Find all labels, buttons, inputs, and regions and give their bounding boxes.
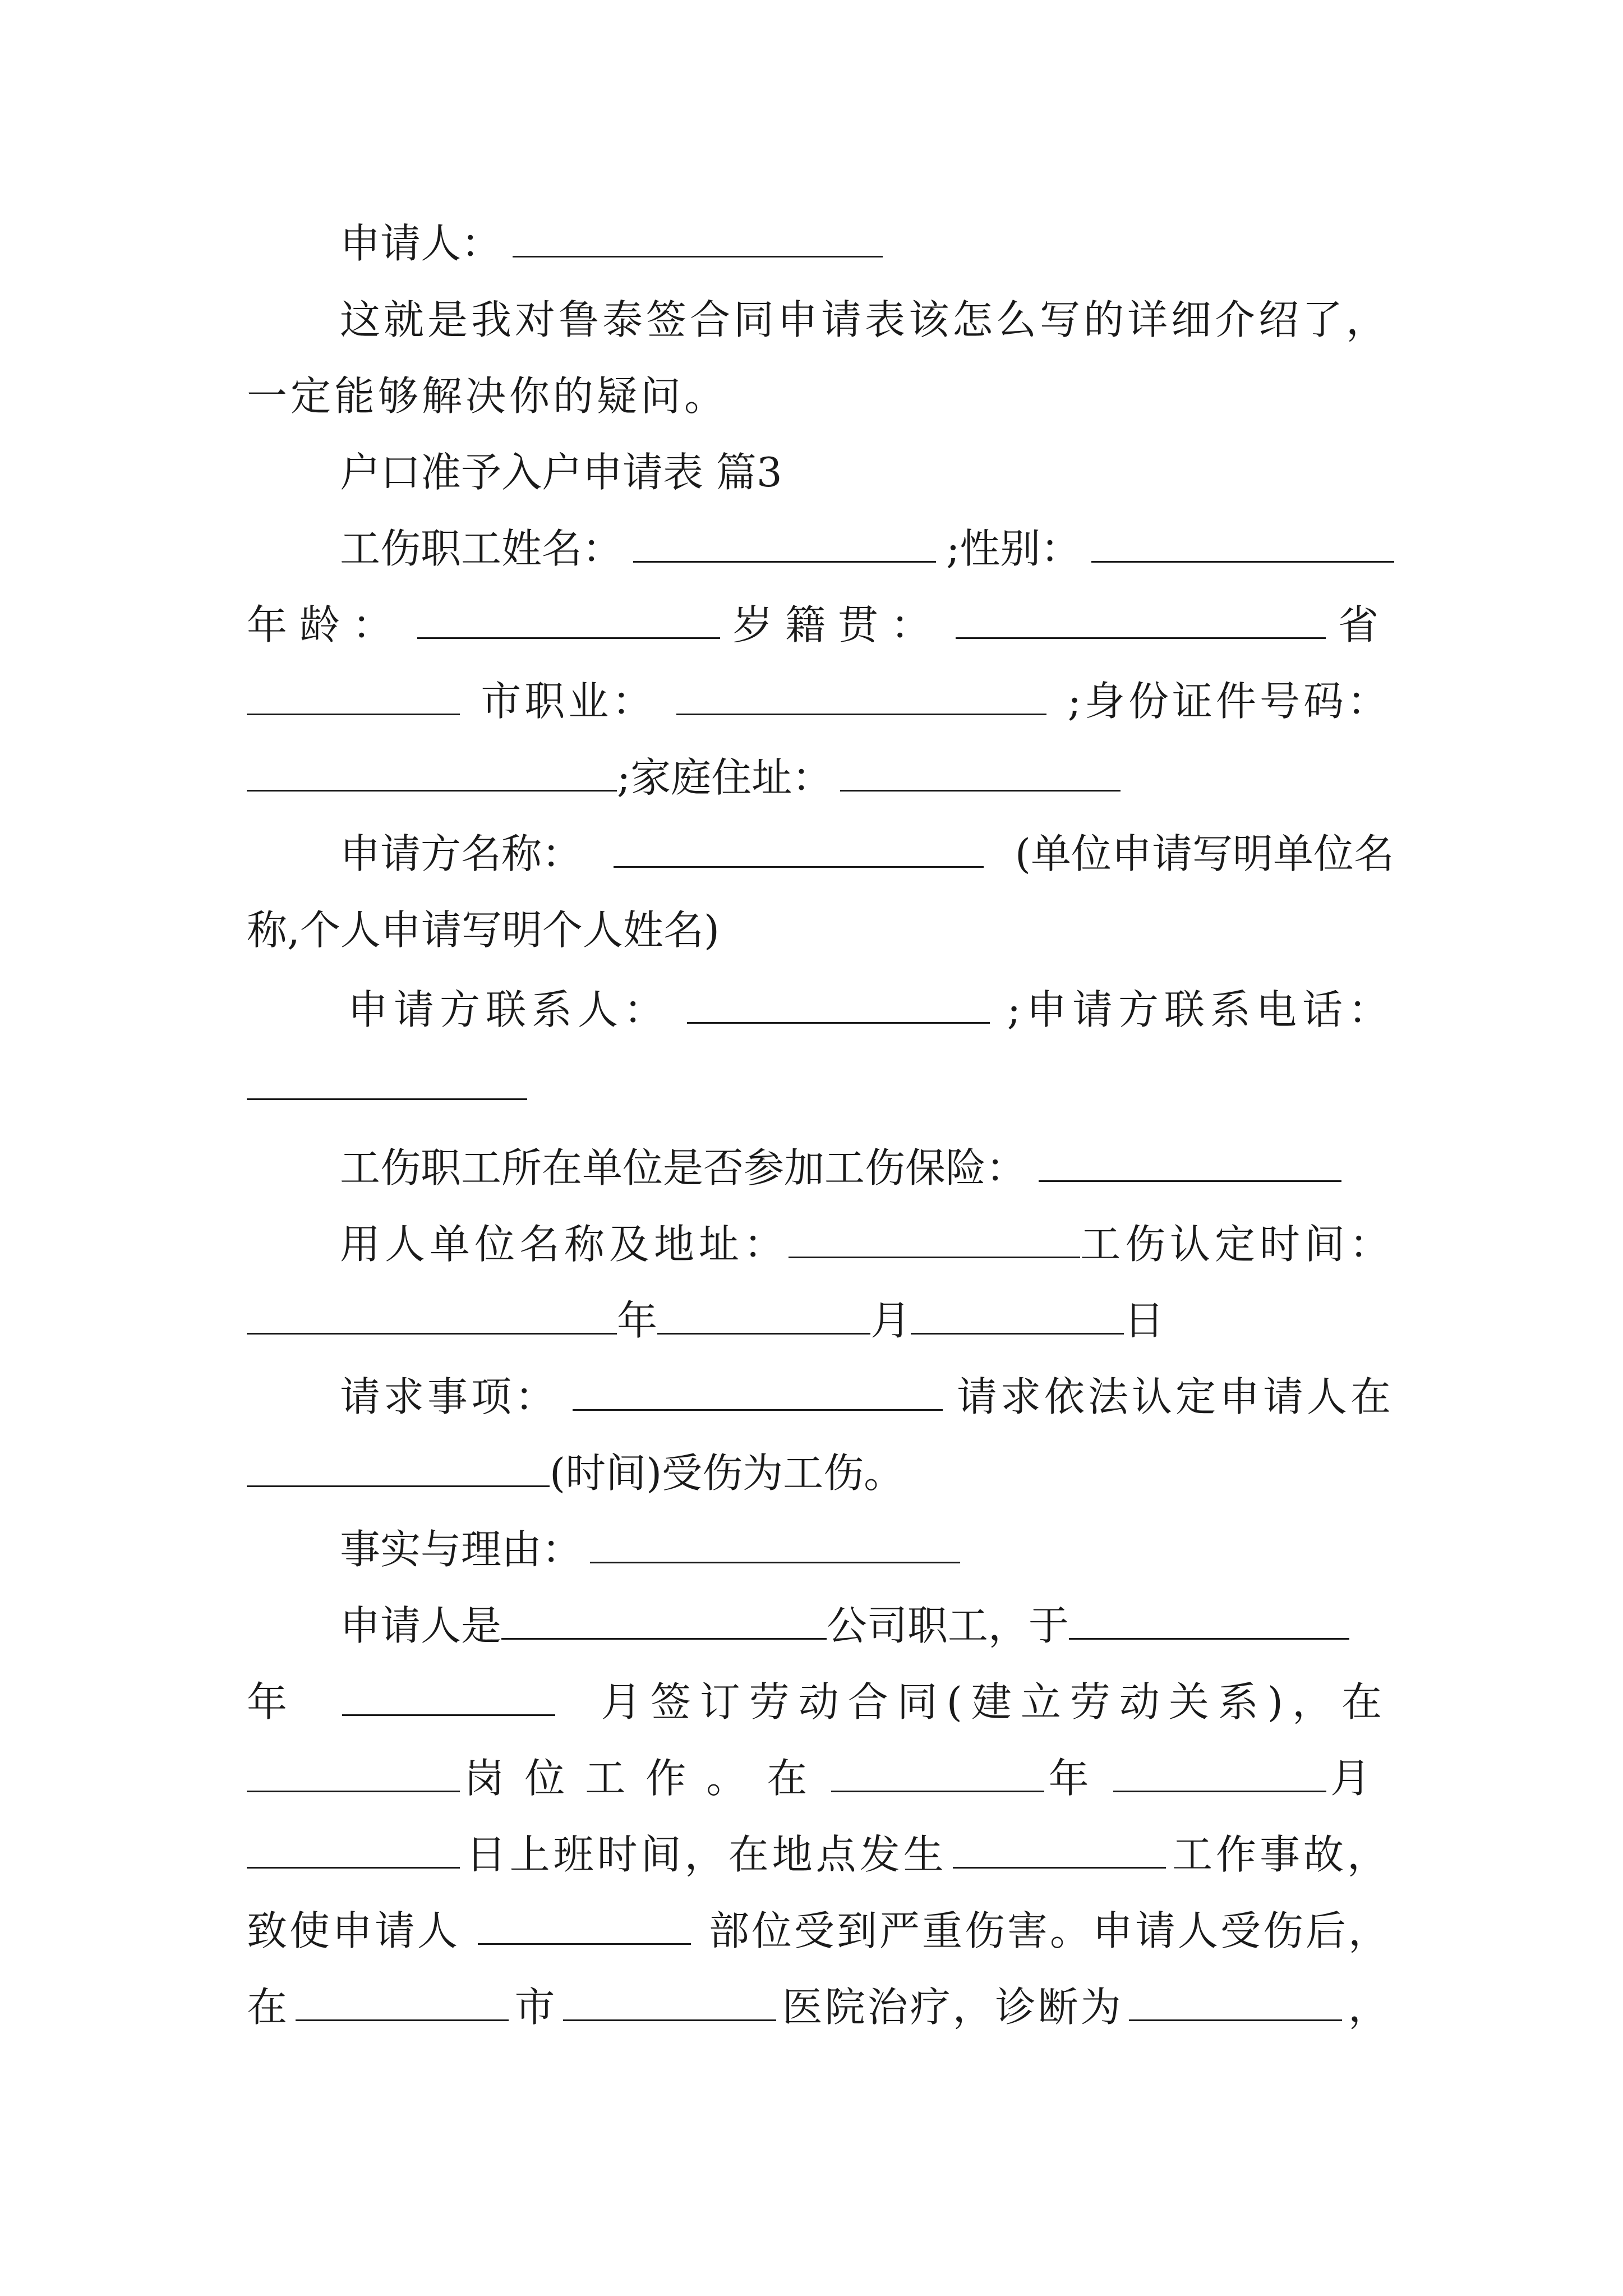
city-blank[interactable]	[247, 681, 460, 715]
closing-text-1: 这就是我对鲁泰签合同申请表该怎么写的详细介绍了，	[340, 296, 1390, 343]
age-blank[interactable]	[417, 605, 720, 639]
form-line-name-gender	[340, 525, 1394, 572]
contract-text: 月签订劳动合同(建立劳动关系)，在	[601, 1678, 1391, 1726]
contract-month-blank[interactable]	[342, 1682, 555, 1716]
applicant-is-label: 申请人是	[340, 1602, 502, 1649]
accident-year-blank[interactable]	[831, 1758, 1044, 1792]
address-blank[interactable]	[840, 757, 1121, 792]
month-blank[interactable]	[657, 1300, 870, 1335]
form-line-request	[340, 1373, 1394, 1420]
accident-month-blank[interactable]	[1113, 1758, 1326, 1792]
applicant-name-note-cont: 称,个人申请写明个人姓名)	[247, 907, 720, 954]
accident-month-label: 月	[1330, 1755, 1391, 1802]
form-line-company	[340, 1602, 1349, 1649]
injury-text-cont: 部位受到严重伤害。申请人受伤后，	[708, 1907, 1391, 1954]
form-line-occupation-id	[247, 678, 1391, 725]
accident-day-blank[interactable]	[247, 1834, 460, 1869]
contact-person-label: 申请方联系人：	[348, 986, 670, 1033]
injury-text: 致使申请人	[247, 1907, 460, 1954]
age-origin-label: 岁籍贯：	[732, 601, 943, 648]
form-line-treatment	[247, 1984, 1391, 2031]
contact-phone-blank[interactable]	[247, 1066, 527, 1100]
occupation-blank[interactable]	[676, 681, 1046, 715]
injury-part-blank[interactable]	[478, 1911, 691, 1945]
day-label: 日	[1124, 1297, 1165, 1344]
post-blank[interactable]	[247, 1758, 460, 1792]
gender-label: ;性别：	[946, 525, 1081, 572]
form-line-contact	[348, 986, 1394, 1033]
company-blank[interactable]	[501, 1605, 827, 1640]
company-employee-label: 公司职工，于	[827, 1602, 1069, 1649]
section-heading-text: 户口准予入户申请表 篇3	[340, 449, 782, 496]
applicant-blank[interactable]	[513, 223, 883, 257]
day-blank[interactable]	[911, 1300, 1124, 1335]
form-line-injury	[247, 1907, 1391, 1954]
closing-text-2: 一定能够解决你的疑问。	[247, 372, 728, 420]
form-line-accident	[247, 1831, 1391, 1878]
diagnosis-blank[interactable]	[1129, 1987, 1342, 2021]
accident-text-cont: 工作事故，	[1172, 1831, 1391, 1878]
form-line-employer	[340, 1221, 1394, 1268]
request-blank[interactable]	[573, 1377, 943, 1411]
accident-text: 日上班时间，在地点发生	[465, 1831, 947, 1878]
form-line-applicant-name	[340, 830, 1394, 877]
facts-blank[interactable]	[590, 1529, 960, 1563]
applicant-signature-line	[340, 220, 883, 267]
applicant-name-blank[interactable]	[614, 834, 984, 868]
treatment-text: 医院治疗，诊断为	[782, 1984, 1123, 2031]
applicant-label: 申请人：	[340, 220, 502, 267]
employer-blank[interactable]	[789, 1224, 1080, 1258]
facts-label: 事实与理由：	[340, 1526, 583, 1573]
treatment-city-blank[interactable]	[296, 1987, 509, 2021]
month-label: 月	[870, 1297, 911, 1344]
treatment-comma: ，	[1348, 1984, 1391, 2031]
insurance-blank[interactable]	[1039, 1148, 1341, 1182]
year-blank[interactable]	[247, 1300, 617, 1335]
form-line-date	[247, 1297, 1165, 1344]
treatment-in-label: 在	[247, 1984, 290, 2031]
form-line-request-time	[247, 1450, 905, 1497]
injury-time-blank[interactable]	[247, 1453, 550, 1487]
closing-paragraph-line-1	[340, 296, 1390, 343]
worker-name-blank[interactable]	[633, 528, 936, 563]
request-label: 请求事项：	[340, 1373, 559, 1420]
accident-type-blank[interactable]	[953, 1834, 1166, 1869]
hire-year-blank[interactable]	[1069, 1605, 1349, 1640]
contract-year-label: 年	[247, 1678, 297, 1726]
contact-phone-label: ;申请方联系电话：	[1007, 986, 1394, 1033]
applicant-name-label: 申请方名称：	[340, 830, 583, 877]
applicant-name-note: (单位申请写明单位名	[1015, 830, 1394, 877]
treatment-city-label: 市	[514, 1984, 557, 2031]
insurance-label: 工伤职工所在单位是否参加工伤保险：	[340, 1144, 1027, 1191]
gender-blank[interactable]	[1091, 528, 1394, 563]
year-label: 年	[617, 1297, 658, 1344]
form-line-age-origin	[247, 601, 1391, 648]
request-text-cont: (时间)受伤为工伤。	[550, 1450, 905, 1497]
form-line-insurance	[340, 1144, 1341, 1191]
hospital-blank[interactable]	[563, 1987, 776, 2021]
occupation-label: 市职业：	[481, 678, 656, 725]
id-number-label: ;身份证件号码：	[1067, 678, 1391, 725]
post-text: 岗位工作。在	[464, 1755, 828, 1802]
contact-person-blank[interactable]	[687, 990, 990, 1024]
closing-paragraph-line-2	[247, 372, 728, 420]
request-text: 请求依法认定申请人在	[956, 1373, 1394, 1420]
form-line-address	[247, 754, 1121, 801]
address-label: ;家庭住址：	[617, 754, 833, 801]
accident-year-label: 年	[1048, 1755, 1109, 1802]
employer-label: 用人单位名称及地址：	[340, 1221, 789, 1268]
section-heading	[340, 449, 782, 496]
origin-blank[interactable]	[956, 605, 1326, 639]
form-line-applicant-name-note	[247, 907, 720, 954]
form-line-contact-phone	[247, 1066, 527, 1106]
form-line-contract	[247, 1678, 1391, 1726]
province-label: 省	[1338, 601, 1391, 648]
worker-name-label: 工伤职工姓名：	[340, 525, 623, 572]
form-line-post	[247, 1755, 1391, 1802]
form-line-facts	[340, 1526, 960, 1573]
age-label: 年龄：	[247, 601, 405, 648]
id-number-blank[interactable]	[247, 757, 617, 792]
determination-time-label: 工伤认定时间：	[1080, 1221, 1394, 1268]
